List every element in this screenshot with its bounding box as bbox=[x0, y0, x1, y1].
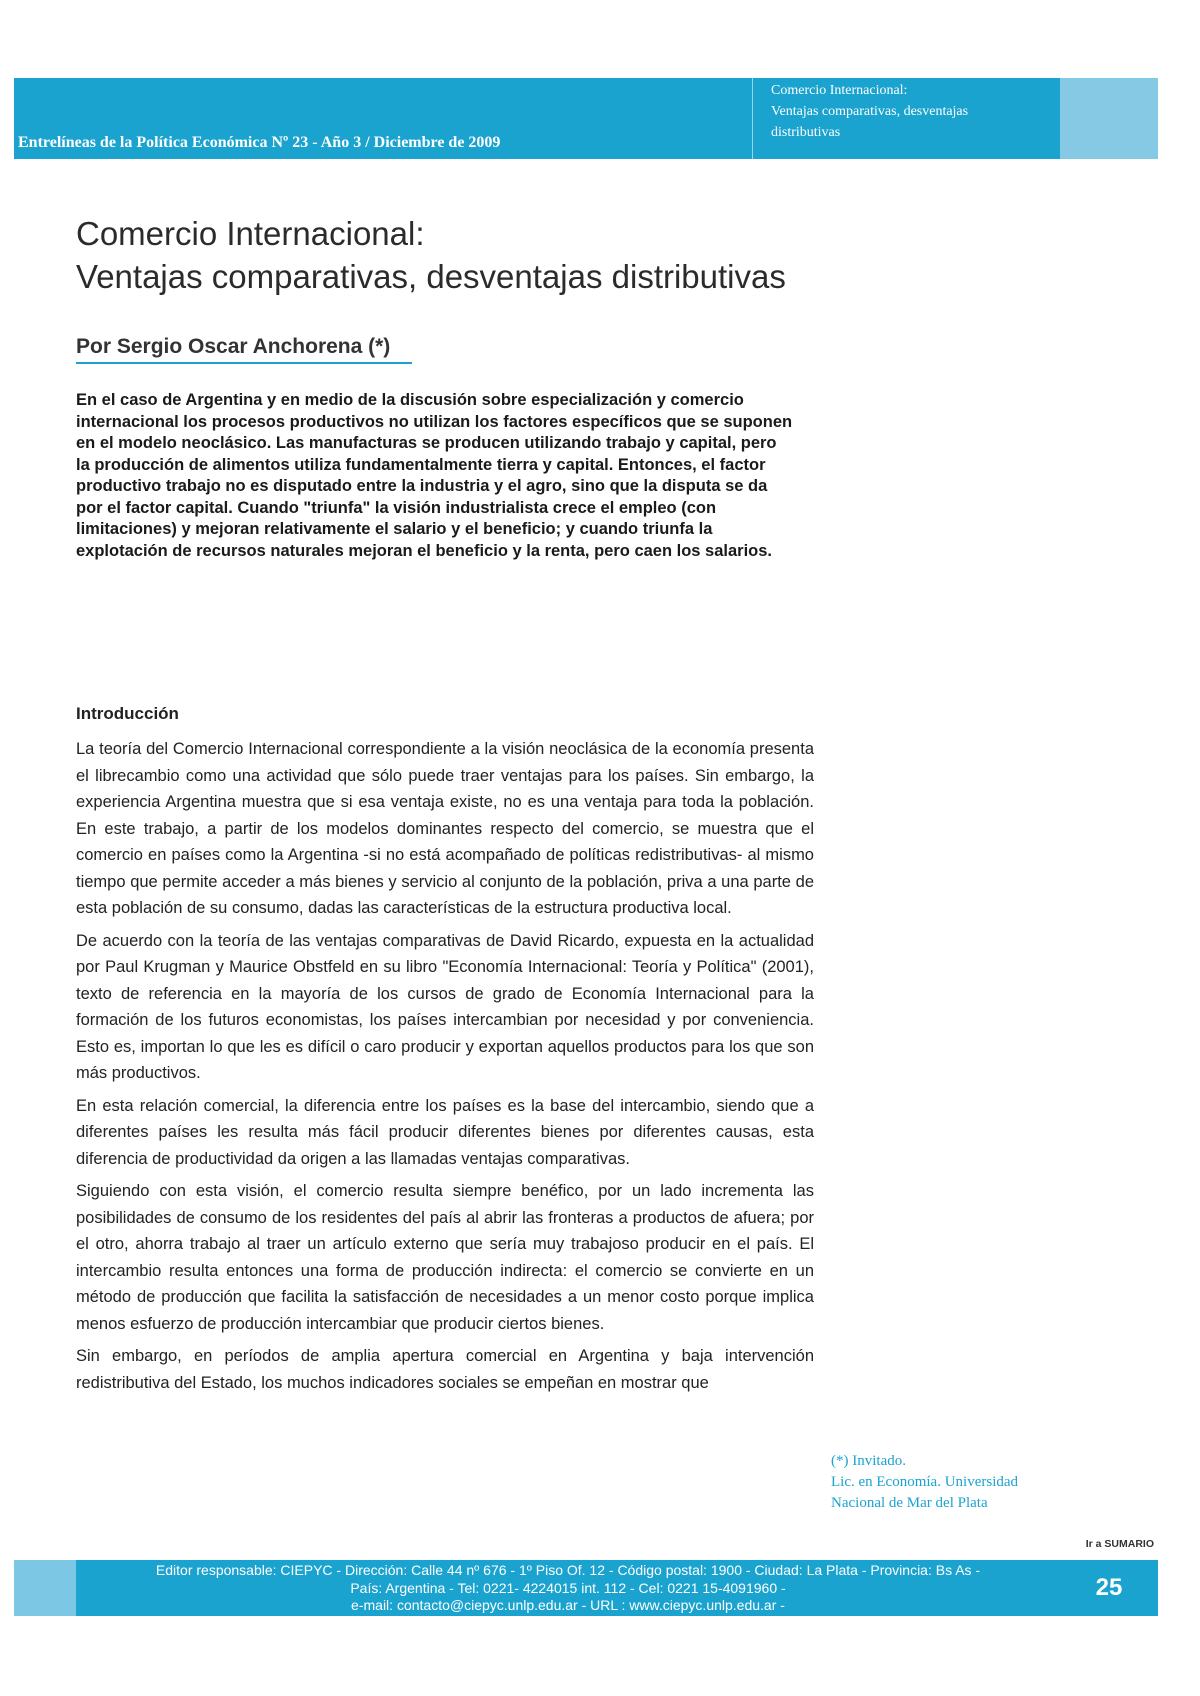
footer-line: e-mail: contacto@ciepyc.unlp.edu.ar - URL : www.ciepyc.unlp.edu.ar - bbox=[351, 1597, 785, 1613]
header-accent-block bbox=[1060, 78, 1158, 159]
footnote-line: Lic. en Economía. Universidad bbox=[831, 1474, 1019, 1490]
article-title-line: Comercio Internacional: bbox=[76, 215, 425, 252]
author-byline: Por Sergio Oscar Anchorena (*) bbox=[76, 335, 391, 358]
article-title bbox=[76, 212, 786, 298]
article-abstract: En el caso de Argentina y en medio de la discusión sobre especialización y comercio internacional los procesos productivos no utilizan los factores específicos que se suponen en el modelo neoclásico. Las manufacturas se producen utilizando trabajo y capital, pero la producción de alimentos utiliza fundamentalmente tierra y capital. Entonces, el factor productivo trabajo no es disputado entre la industria y el agro, sino que la disputa se da por el factor capital. Cuando "triunfa" la visión industrialista crece el empleo (con limitaciones) y mejoran relativamente el salario y el beneficio; y cuando triunfa la explotación de recursos naturales mejoran el beneficio y la renta, pero caen los salarios. bbox=[76, 391, 793, 560]
body-paragraph: De acuerdo con la teoría de las ventajas comparativas de David Ricardo, expuesta en la actualidad por Paul Krugman y Maurice Obstfeld en su libro "Economía Internacional: Teoría y Política" (2001), texto de referencia en la mayoría de los cursos de grado de Economía Internacional para la formación de los futuros economistas, los países intercambian por necesidad y por conveniencia. Esto es, importan lo que les es difícil o caro producir y exportan aquellos productos para los que son más productivos. bbox=[76, 931, 814, 1082]
section-heading-introduccion: Introducción bbox=[76, 704, 179, 723]
body-paragraph: La teoría del Comercio Internacional correspondiente a la visión neoclásica de la economía presenta el librecambio como una actividad que sólo puede traer ventajas para los países. Sin embargo, la experiencia Argentina muestra que si esa ventaja existe, no es una ventaja para toda la población. En este trabajo, a partir de los modelos dominantes respecto del comercio, se muestra que el comercio en países como la Argentina -si no está acompañado de políticas redistributivas- al mismo tiempo que permite acceder a más bienes y servicio al conjunto de la población, priva a una parte de esta población de su consumo, dadas las características de la estructura productiva local. bbox=[76, 740, 814, 917]
footer-accent-block bbox=[14, 1560, 76, 1616]
author-footnote bbox=[831, 1451, 1061, 1514]
page-number: 25 bbox=[1095, 1574, 1123, 1601]
header-section-line: Comercio Internacional: bbox=[771, 83, 908, 98]
article-body bbox=[76, 736, 814, 1402]
footer-line: País: Argentina - Tel: 0221- 4224015 int. 112 - Cel: 0221 15-4091960 - bbox=[350, 1579, 786, 1596]
footnote-line: (*) Invitado. bbox=[831, 1453, 906, 1469]
body-paragraph: En esta relación comercial, la diferencia entre los países es la base del intercambio, siendo que a diferentes países les resulta más fácil producir diferentes bienes por diferentes causas, esta diferencia de productividad da origen a las llamadas ventajas comparativas. bbox=[76, 1096, 814, 1168]
body-paragraph: Sin embargo, en períodos de amplia apertura comercial en Argentina y baja intervención redistributiva del Estado, los muchos indicadores sociales se empeñan en mostrar que bbox=[76, 1347, 814, 1392]
header-divider bbox=[752, 78, 753, 159]
header-section-title bbox=[771, 80, 1051, 143]
header-section-line: distributivas bbox=[771, 125, 841, 140]
sumario-link[interactable]: Ir a SUMARIO bbox=[1085, 1538, 1154, 1550]
publication-title: Entrelíneas de la Política Económica Nº 23 - Año 3 / Diciembre de 2009 bbox=[18, 134, 501, 151]
article-title-line: Ventajas comparativas, desventajas distributivas bbox=[76, 258, 786, 295]
header-section-line: Ventajas comparativas, desventajas bbox=[771, 104, 969, 119]
body-paragraph: Siguiendo con esta visión, el comercio resulta siempre benéfico, por un lado incrementa las posibilidades de consumo de los residentes del país al abrir las fronteras a productos de afuera; por el otro, ahorra trabajo al traer un artículo externo que sería muy trabajoso producir en el país. El intercambio resulta entonces una forma de producción indirecta: el comercio se convierte en un método de producción que facilita la satisfacción de necesidades a un menor costo porque implica menos esfuerzo de producción intercambiar que producir ciertos bienes. bbox=[76, 1182, 814, 1333]
footer-editor-info bbox=[76, 1562, 1060, 1615]
footer-line: Editor responsable: CIEPYC - Dirección: Calle 44 nº 676 - 1º Piso Of. 12 - Código postal: 1900 - Ciudad: La Plata - Provincia: Bs As - bbox=[155, 1562, 981, 1578]
footnote-line: Nacional de Mar del Plata bbox=[831, 1495, 988, 1511]
byline-underline bbox=[76, 362, 412, 364]
